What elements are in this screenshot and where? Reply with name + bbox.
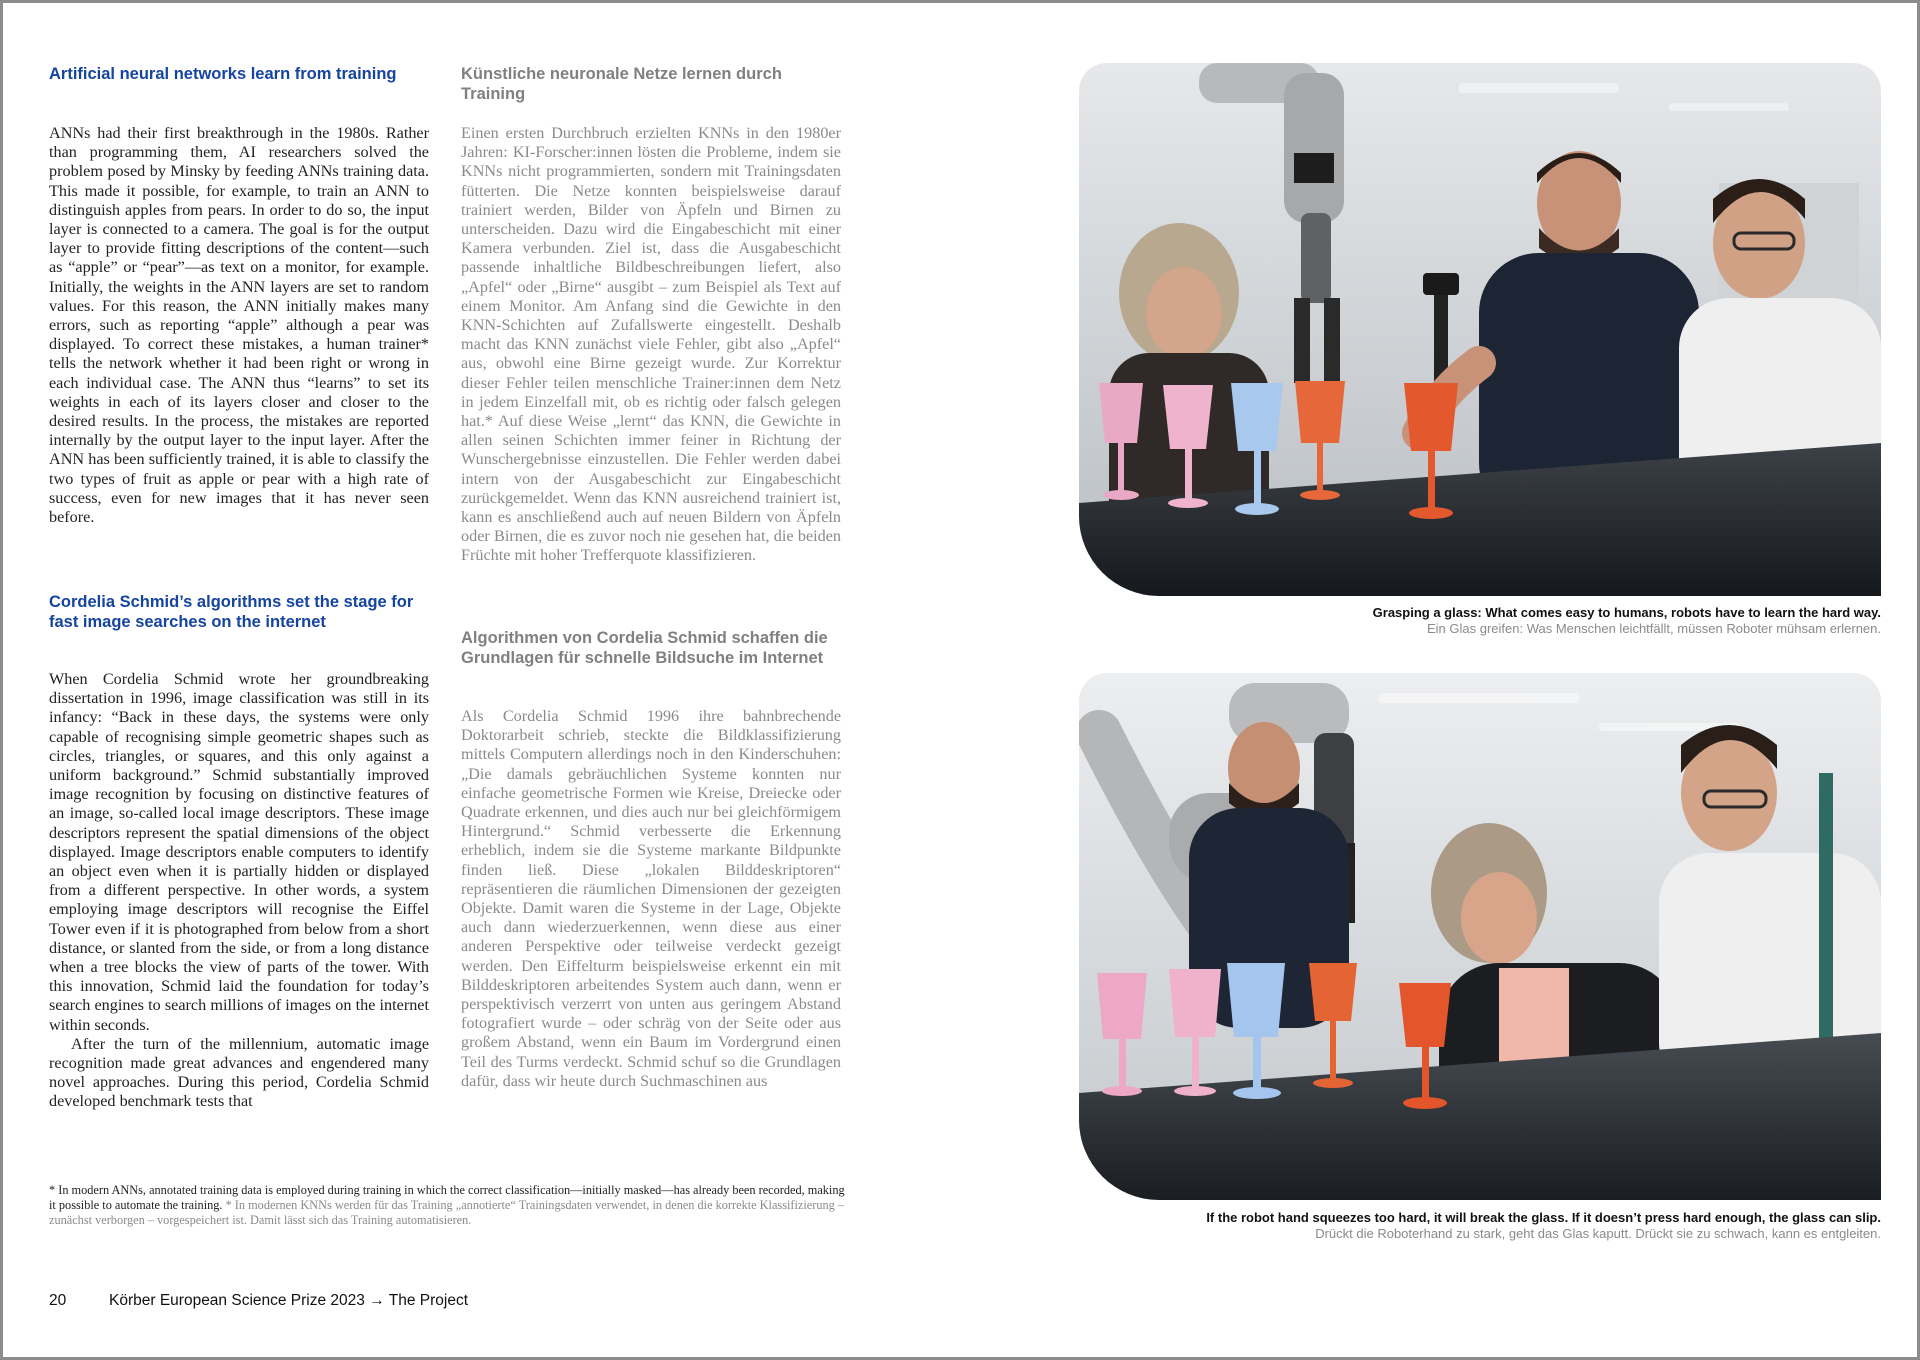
page-number: 20 xyxy=(49,1292,67,1309)
photo-illustration-2 xyxy=(1079,673,1881,1200)
photo-illustration-1 xyxy=(1079,63,1881,596)
schmid-text-en xyxy=(49,670,429,1112)
photo1-caption-de: Ein Glas greifen: Was Menschen leichtfällt, müssen Roboter mühsam erlernen. xyxy=(1427,621,1881,636)
magazine-spread xyxy=(3,3,1917,1357)
footnote xyxy=(49,1183,849,1228)
photo1-caption xyxy=(1081,605,1881,637)
running-title: Körber European Science Prize 2023 → The Project xyxy=(109,1292,468,1309)
photo1-caption-en: Grasping a glass: What comes easy to humans, robots have to learn the hard way. xyxy=(1372,605,1881,620)
photo2-caption-en: If the robot hand squeezes too hard, it will break the glass. If it doesn’t press hard enough, the glass can slip. xyxy=(1206,1210,1881,1225)
paragraph-schmid-dissertation-en: When Cordelia Schmid wrote her groundbreaking dissertation in 1996, image classification was still in its infancy: “Back in these days, the systems were only capable of recognising simple geometric shapes such as circles, triangles, or squares, and this only against a uniform background.” Schmid substantially improved image recognition by focusing on distinctive features of an image, so-called local image descriptors. These image descriptors represent the spatial dimensions of the object displayed. Image descriptors enable computers to identify an object even when it is partially hidden or displayed from a different perspective. In other words, a system employing image descriptors will recognise the Eiffel Tower even if it is photographed from below from a short distance, or slanted from the side, or from a long distance when a tree blocks the view of parts of the tower. With this innovation, Schmid laid the foundation for today’s search engines to search millions of images on the internet within seconds. xyxy=(49,670,429,1034)
paragraph-ann-training-en: ANNs had their first breakthrough in the 1980s. Rather than programming them, AI researchers solved the problem posed by Minsky by feeding ANNs training data. This made it possible, for example, to train an ANN to distinguish apples from pears. In order to do so, the input layer is connected to a camera. The goal is for the output layer to provide fitting descriptions of the content—such as “apple” or “pear”—as text on a monitor, for example. Initially, the weights in the ANN layers are set to random values. For this reason, the ANN initially makes many errors, such as reporting “apple” although a pear was displayed. To correct these mistakes, a human trainer* tells the network whether it had been right or wrong in each individual case. The ANN thus “learns” to set its weights in each of its layers closer and closer to the desired results. In the process, the mistakes are reported internally by the output layer to the input layer. After the ANN has been sufficiently trained, it is able to classify the two types of fruit as apple or pear with a high rate of success, even for new images that it has never seen before. xyxy=(49,124,429,527)
paragraph-millennium-en: After the turn of the millennium, automatic image recognition made great advances and engendered many novel approaches. During this period, Cordelia Schmid developed benchmark tests that xyxy=(49,1034,429,1111)
heading-schmid-algorithms-de: Algorithmen von Cordelia Schmid schaffen die Grundlagen für schnelle Bildsuche im Internet xyxy=(461,629,828,667)
heading-ann-training-de: Künstliche neuronale Netze lernen durch Training xyxy=(461,65,782,103)
page-footer xyxy=(49,1292,468,1310)
paragraph-ann-training-de: Einen ersten Durchbruch erzielten KNNs in den 1980er Jahren: KI-Forscher:innen lösten die Probleme, indem sie KNNs nicht programmierten, sondern mit Trainingsdaten fütterten. Die Netze konnten beispielsweise darauf trainiert werden, Bilder von Äpfeln und Birnen zu unterscheiden. Dazu wird die Eingabeschicht mit einer Kamera verbunden. Ziel ist, dass die Ausgabeschicht passende inhaltliche Bildbeschreibungen liefert, also „Apfel“ oder „Birne“ ausgibt – zum Beispiel als Text auf einem Monitor. Am Anfang sind die Gewichte in den KNN-Schichten auf Zufallswerte eingestellt. Deshalb macht das KNN zunächst viele Fehler, gibt also „Apfel“ aus, obwohl eine Birne gezeigt wurde. Zur Korrektur dieser Fehler teilen menschliche Trainer:innen dem Netz in jedem Einzelfall mit, ob es richtig oder falsch gelegen hat.* Auf diese Weise „lernt“ das KNN, die Gewichte in allen seinen Schichten immer feiner in Richtung der Wunschergebnisse einzustellen. Die Fehler werden dabei intern von der Ausgabeschicht zur Eingabeschicht zurückgemeldet. Wenn das KNN ausreichend trainiert ist, kann es anschließend auch auf neuen Bildern von Äpfeln oder Birnen, die es zuvor noch nie gesehen hat, die beiden Früchte mit hoher Trefferquote klassifizieren. xyxy=(461,124,841,565)
photo2-caption-de: Drückt die Roboterhand zu stark, geht das Glas kaputt. Drückt sie zu schwach, kann es entgleiten. xyxy=(1315,1226,1881,1241)
paragraph-schmid-dissertation-de: Als Cordelia Schmid 1996 ihre bahnbrechende Doktorarbeit schrieb, steckte die Bildklassifizierung mittels Computern allerdings noch in den Kinderschuhen: „Die damals gebräuchlichen Systeme konnten nur einfache geometrische Formen wie Kreise, Dreiecke oder Quadrate erkennen, und dies auch nur bei gleichförmigem Hintergrund.“ Schmid verbesserte die Erkennung erheblich, indem sie die Systeme markante Bildpunkte finden ließ. Diese „lokalen Bilddeskriptoren“ repräsentieren die räumlichen Dimensionen der gezeigten Objekte. Damit waren die Systeme in der Lage, Objekte auch dann wiederzuerkennen, wenn diese aus einer anderen Perspektive oder teilweise verdeckt gezeigt werden. Den Eiffelturm beispielsweise erkennt ein mit Bilddeskriptoren arbeitendes System auch dann, wenn er perspektivisch verzerrt von unten aus geringem Abstand fotografiert wurde – oder schräg von der Seite oder aus großem Abstand, wenn ein Baum im Vordergrund einen Teil des Turms verdeckt. Schmid schuf so die Grundlagen dafür, dass wir heute durch Suchmaschinen aus xyxy=(461,707,841,1090)
photo2-caption xyxy=(1081,1210,1881,1242)
footnote-en: * In modern ANNs, annotated training data is employed during training in which the correct classification—initially masked—has already been recorded, making it possible to automate the training. xyxy=(49,1183,845,1212)
photo-robot-arm-grasping xyxy=(1079,63,1881,596)
photo-team-laughing xyxy=(1079,673,1881,1200)
footnote-de: * In modernen KNNs werden für das Training „annotierte“ Trainingsdaten verwendet, in denen die korrekte Klassifizierung – zunächst verborgen – vorgespeichert ist. Damit lässt sich das Training automatisieren. xyxy=(49,1198,845,1227)
heading-schmid-algorithms-en: Cordelia Schmid’s algorithms set the stage for fast image searches on the internet xyxy=(49,593,414,631)
heading-ann-training-en: Artificial neural networks learn from training xyxy=(49,65,397,83)
